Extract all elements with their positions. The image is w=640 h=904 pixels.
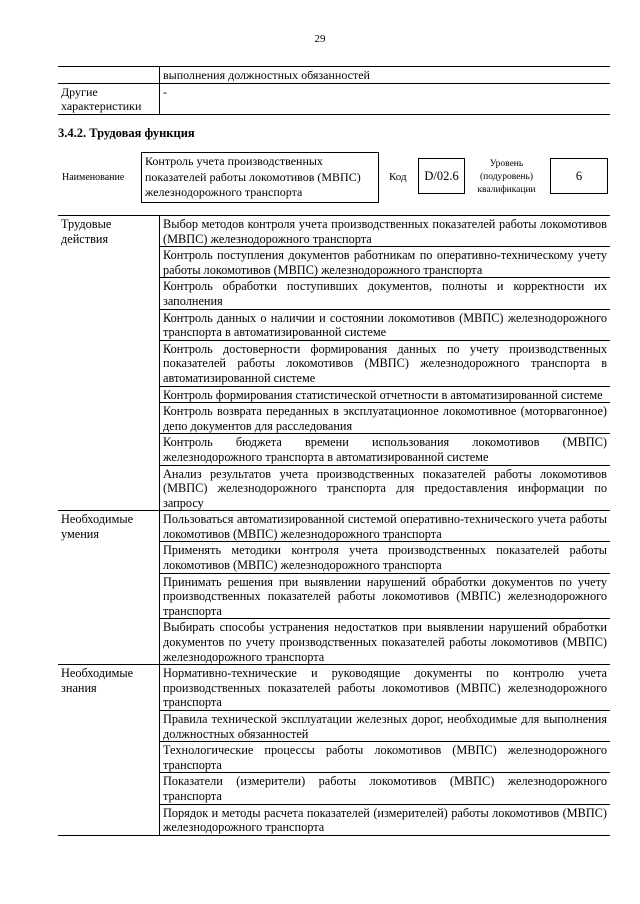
code-value-box: D/02.6 xyxy=(418,158,465,194)
row-value: - xyxy=(160,84,611,115)
page-number: 29 xyxy=(314,33,326,45)
list-item: Порядок и методы расчета показателей (измерителей) работы локомотивов (МВПС) железнодорожного транспорта xyxy=(160,804,611,835)
category-required-knowledge: Необходимые знания xyxy=(58,665,160,836)
table-row xyxy=(58,665,610,711)
list-item: Принимать решения при выявлении нарушений обработки документов по учету производственных показателей работы локомотивов (МВПС) железнодорожного транспорта xyxy=(160,573,611,619)
list-item: Показатели (измерители) работы локомотивов (МВПС) железнодорожного транспорта xyxy=(160,773,611,804)
category-labor-actions: Трудовые действия xyxy=(58,216,160,511)
list-item: Нормативно-технические и руководящие документы по контролю учета производственных показателей работы локомотивов (МВПС) железнодорожного транспорта xyxy=(160,665,611,711)
table-row xyxy=(58,216,610,247)
top-table xyxy=(58,66,610,115)
list-item: Анализ результатов учета производственных показателей работы локомотивов (МВПС) железнодорожного транспорта для предоставления информации по запросу xyxy=(160,465,611,511)
table-row xyxy=(58,511,610,542)
list-item: Контроль возврата переданных в эксплуатационное локомотивное (моторвагонное) депо документов для расследования xyxy=(160,403,611,434)
level-value-box: 6 xyxy=(550,158,608,194)
labor-function-table xyxy=(58,215,610,836)
list-item: Правила технической эксплуатации железных дорог, необходимые для выполнения должностных обязанностей xyxy=(160,711,611,742)
section-title: 3.4.2. Трудовая функция xyxy=(58,126,195,140)
table-row xyxy=(58,67,610,84)
list-item: Контроль формирования статистической отчетности в автоматизированной системе xyxy=(160,386,611,403)
row-label xyxy=(58,67,160,84)
list-item: Выбор методов контроля учета производственных показателей работы локомотивов (МВПС) железнодорожного транспорта xyxy=(160,216,611,247)
row-value: выполнения должностных обязанностей xyxy=(160,67,611,84)
function-name-box: Контроль учета производственных показателей работы локомотивов (МВПС) железнодорожного транспорта xyxy=(141,152,379,203)
list-item: Контроль бюджета времени использования локомотивов (МВПС) железнодорожного транспорта в автоматизированной системе xyxy=(160,434,611,465)
name-label: Наименование xyxy=(62,172,125,183)
list-item: Применять методики контроля учета производственных показателей работы локомотивов (МВПС) железнодорожного транспорта xyxy=(160,542,611,573)
table-row xyxy=(58,84,610,115)
list-item: Пользоваться автоматизированной системой оперативно-технического учета работы локомотивов (МВПС) железнодорожного транспорта xyxy=(160,511,611,542)
list-item: Контроль достоверности формирования данных по учету производственных показателей работы локомотивов (МВПС) железнодорожного транспорта в автоматизированной системе xyxy=(160,340,611,386)
category-required-skills: Необходимые умения xyxy=(58,511,160,665)
list-item: Технологические процессы работы локомотивов (МВПС) железнодорожного транспорта xyxy=(160,742,611,773)
list-item: Контроль обработки поступивших документов, полноты и корректности их заполнения xyxy=(160,278,611,309)
list-item: Выбирать способы устранения недостатков при выявлении нарушений обработки документов по учету производственных показателей работы локомотивов (МВПС) железнодорожного транспорта xyxy=(160,619,611,665)
row-label: Другие характеристики xyxy=(58,84,160,115)
list-item: Контроль данных о наличии и состоянии локомотивов (МВПС) железнодорожного транспорта в автоматизированной системе xyxy=(160,309,611,340)
level-label: Уровень (подуровень) квалификации xyxy=(477,159,536,195)
code-label: Код xyxy=(389,171,407,183)
list-item: Контроль поступления документов работникам по оперативно-техническому учету работы локомотивов (МВПС) железнодорожного транспорта xyxy=(160,247,611,278)
